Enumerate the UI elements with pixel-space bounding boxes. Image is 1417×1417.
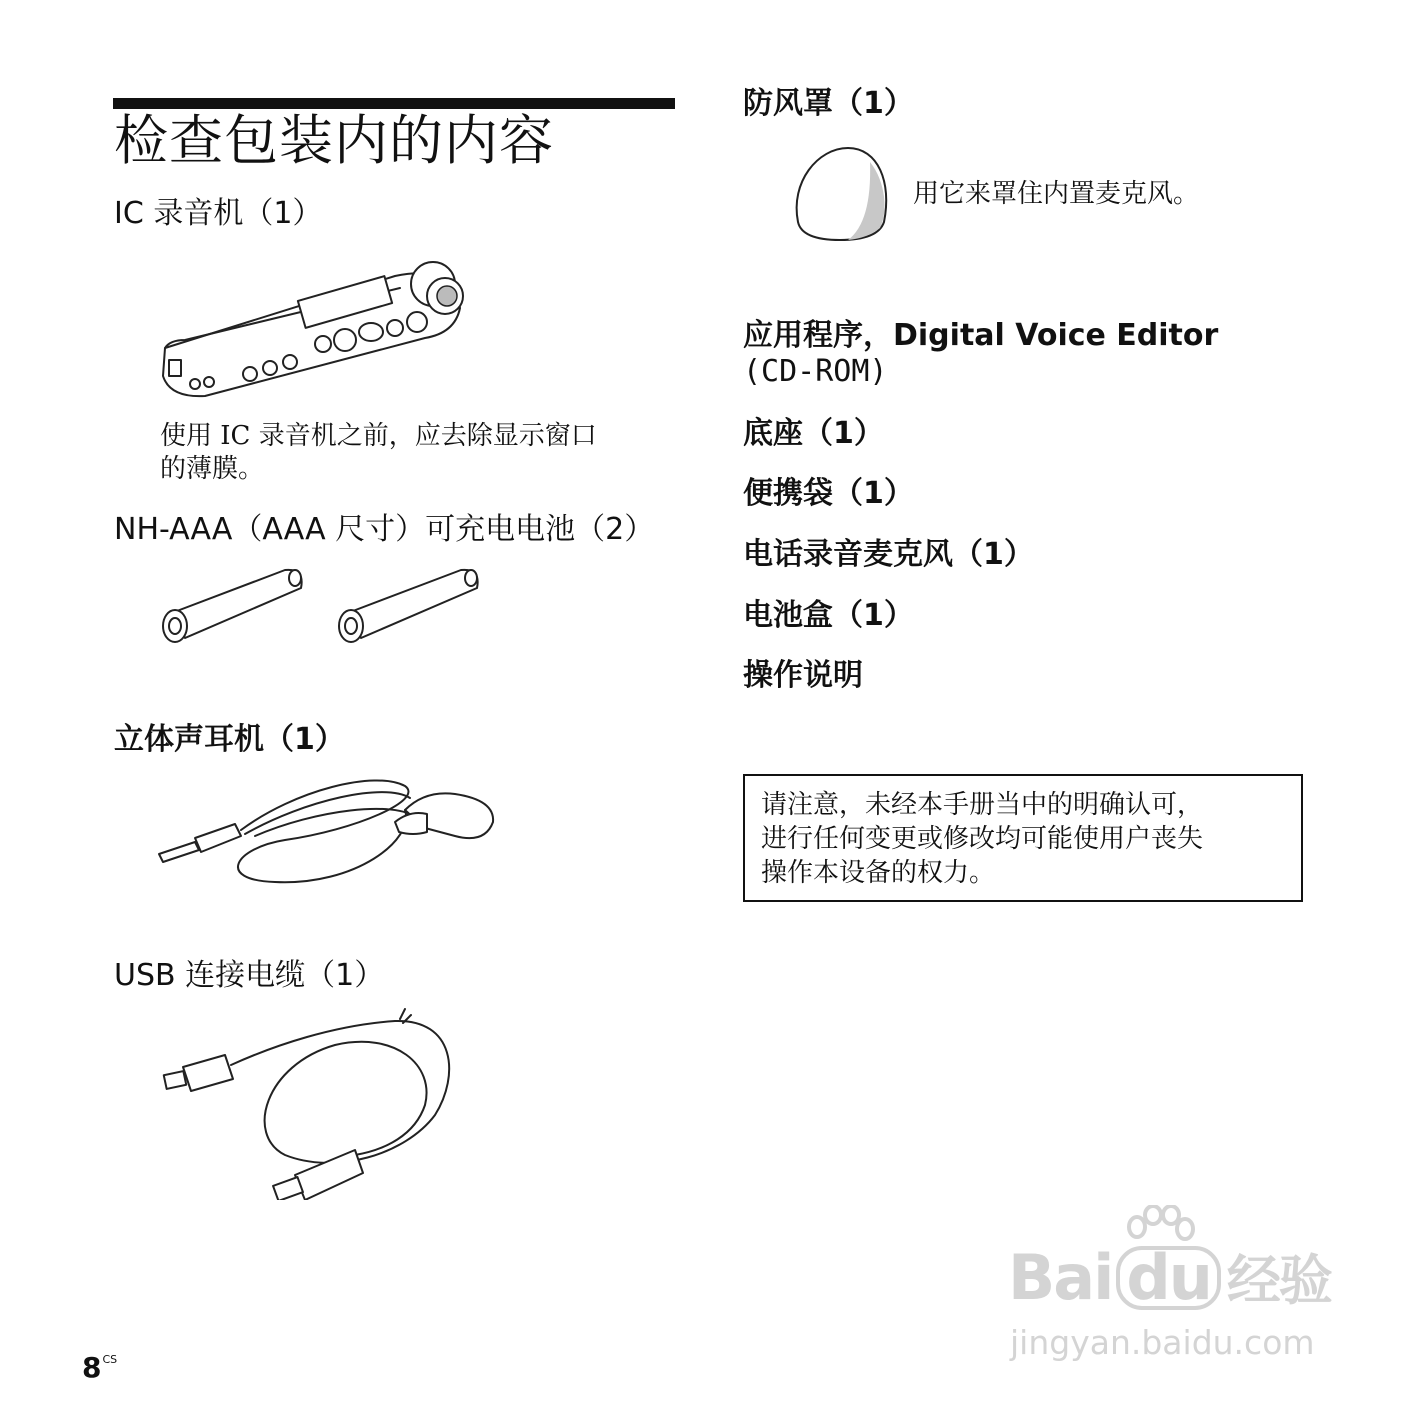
- recorder-note-line1: 使用 IC 录音机之前，应去除显示窗口: [160, 421, 597, 451]
- recorder-note: [160, 420, 597, 486]
- software-heading-line2: (CD-ROM): [743, 354, 888, 389]
- item-telephone-pickup: 电话录音麦克风（1）: [743, 537, 1034, 572]
- batteries-illustration: [155, 562, 485, 652]
- usb-cable-illustration: [155, 1005, 465, 1200]
- software-heading-line1: 应用程序，Digital Voice Editor: [743, 318, 1219, 353]
- windscreen-heading: 防风罩（1）: [743, 86, 914, 121]
- windscreen-illustration: [788, 142, 890, 244]
- headphones-heading: 立体声耳机（1）: [114, 722, 345, 757]
- baidu-watermark: [1008, 1205, 1338, 1375]
- item-battery-case: 电池盒（1）: [743, 598, 914, 633]
- headphones-illustration: [155, 770, 500, 888]
- notice-line2: 进行任何变更或修改均可能使用户丧失: [761, 824, 1204, 854]
- watermark-brand-cn: 经验: [1226, 1249, 1331, 1312]
- page-number-value: 8: [82, 1351, 102, 1384]
- software-heading: [743, 318, 1218, 390]
- recorder-heading: IC 录音机（1）: [114, 196, 323, 231]
- usb-cable-heading: USB 连接电缆（1）: [114, 958, 385, 993]
- page-number: [82, 1351, 117, 1384]
- notice-line3: 操作本设备的权力。: [761, 858, 996, 888]
- recorder-note-line2: 的薄膜。: [160, 454, 265, 484]
- notice-line1: 请注意，未经本手册当中的明确认可，: [761, 790, 1204, 820]
- windscreen-note: 用它来罩住内置麦克风。: [913, 179, 1200, 209]
- watermark-brand-left: Bai: [1008, 1241, 1113, 1314]
- batteries-heading: NH-AAA（AAA 尺寸）可充电电池（2）: [114, 512, 655, 547]
- item-cradle: 底座（1）: [743, 416, 884, 451]
- item-carrying-pouch: 便携袋（1）: [743, 476, 914, 511]
- watermark-url: jingyan.baidu.com: [1010, 1323, 1315, 1362]
- item-operating-instructions: 操作说明: [743, 658, 863, 693]
- ic-recorder-illustration: [155, 248, 475, 403]
- page-number-suffix: CS: [102, 1353, 118, 1366]
- title-rule: [113, 98, 675, 109]
- watermark-brand-right: du: [1116, 1246, 1221, 1310]
- page-title: 检查包装内的内容: [114, 109, 554, 172]
- notice-box: [743, 774, 1303, 902]
